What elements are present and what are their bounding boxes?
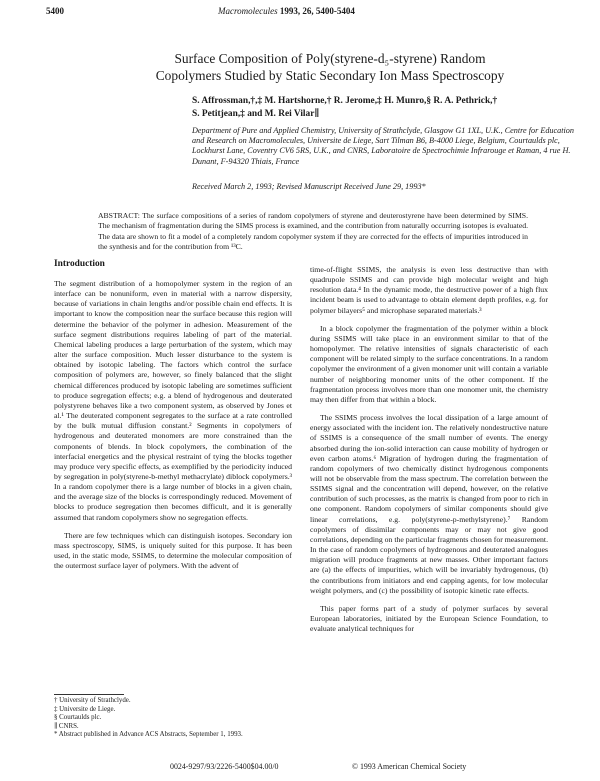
article-title xyxy=(120,50,540,84)
footnote: § Courtaulds plc. xyxy=(54,714,102,722)
paragraph: The SSIMS process involves the local dissipation of a large amount of energy associated with the incident ion. The relatively nondestructive nature of SSIMS is a consequence of the small number of events. The energy absorbed during the ion-solid interaction can cause mobility of hydrogen or even carbon atoms.⁶ Migration of hydrogen during the fragmentation of random copolymers of two chemically distinct hydrogenous components will not be observable from the mass spectrum. The correlation between the SSIMS signal and the concentration will depend, however, on the relative contribution of such processes, as the matrix is changed from poor to rich in one component. Random copolymers of similar components should give linear correlations, e.g. poly(styrene-p-methylstyrene).⁷ Random copolymers of dissimilar components may or may not give good correlations, depending on the particular fragments chosen for measurement. In the case of random copolymers of hydrogenous and deuterated analogues migration will produce fragments at new masses. Other important factors are (a) the effects of impurities, which will be invariably hydrogenous, (b) the contributions from initiators and end capping agents, for low molecular weight polymers, and (c) the possibility of isotopic kinetic rate effects. xyxy=(310,413,549,595)
journal-name: Macromolecules xyxy=(218,6,278,16)
affiliations: Department of Pure and Applied Chemistry, University of Strathclyde, Glasgow G1 1XL, U.K., Centre for Education and Research on Macromolecules, Universite de Liege, Sart Tilman B6, B-4000 Liege, Belgium, Courtaulds plc, Lockhurst Lane, Coventry CV6 5RS, U.K., and CNRS, Laboratoire de Spectrochimie Infrarouge et Raman, 4 rue H. Dunant, F-94320 Thiais, France xyxy=(192,126,574,166)
right-column xyxy=(310,265,548,634)
paragraph: In a block copolymer the fragmentation of the polymer within a block during SSIMS will take place in an environment similar to that of the homopolymer. The relative intensities of signals characteristic of each component will be related simply to the surface concentrations. In a random copolymer the environment of a given monomer unit will contain a variable number of neighboring monomer units of the other component. If the fragmentation process involves more than one monomer unit, the chemistry may then differ from that within a block. xyxy=(310,323,548,404)
footnote-divider xyxy=(54,694,124,695)
section-heading: Introduction xyxy=(54,259,105,269)
page-number: 5400 xyxy=(46,6,64,16)
copyright: © 1993 American Chemical Society xyxy=(352,762,467,771)
author-list xyxy=(192,95,572,121)
abstract-text: The surface compositions of a series of random copolymers of styrene and deuterostyrene have been determined by SIMS. The mechanism of fragmentation during the SIMS process is examined, and the contribution from naturally occurring isotopes is evaluated. The data are shown to fit a model of a completely random copolymer system if they are corrected for the effects of impurities introduced in the synthesis and for the contribution from ¹³C. xyxy=(98,211,528,251)
article-code: 0024-9297/93/2226-5400$04.00/0 xyxy=(170,762,279,771)
left-column xyxy=(54,279,292,571)
footnote: ‡ Universite de Liege. xyxy=(54,705,116,713)
citation-details: 1993, 26, 5400-5404 xyxy=(277,6,355,16)
journal-citation xyxy=(218,6,355,16)
running-header xyxy=(46,6,560,20)
footnotes xyxy=(54,697,292,740)
authors-line-1: S. Affrossman,†,‡ M. Hartshorne,† R. Jerome,‡ H. Munro,§ R. A. Pethrick,† xyxy=(192,96,498,106)
paragraph: The segment distribution of a homopolymer system in the region of an interface can be nonuniform, even in material with a narrow dispersity, because of variations in chain lengths and/or possible chain end effects. It is important to know the composition near the surface because this region will determine the behavior of the polymer in adhesion. Measurement of the surface segment distributions requires labeling of part of the material. Chemical labeling produces a large perturbation of the system, which may alter the surface composition. Much lesser disturbance to the system is obtained by isotopic labeling. The factors which control the surface composition of polymers are, however, so finely balanced that the slight chemical differences produced by isotopic labeling are sometimes sufficient to produce segregation effects; e.g. a blend of hydrogenous and deuterated polystyrene behaves like a two component system, as observed by Jones et al.¹ The deuterated component segregates to the surface at a rate controlled by the bulk mutual diffusion constant.² Segments in copolymers of hydrogenous and deuterated monomers are more constrained than the components of blends. In block copolymers, the combination of the interfacial energetics and the physical restraint of tying the blocks together may produce very specific effects, as exemplified by the periodicity induced by segregation in poly(styrene-b-methyl methacrylate) diblock copolymers.³ In a random copolymer there is a large number of blocks in a given chain, and the average size of the blocks is correspondingly reduced. Movement of blocks to produce segregation then becomes difficult, and it is generally assumed that random copolymers show no segregation effects. xyxy=(54,279,292,522)
paragraph: There are few techniques which can distinguish isotopes. Secondary ion mass spectroscopy, SIMS, is uniquely suited for this purpose. It has been used, in the static mode, SSIMS, to determine the molecular composition of the outermost surface layer of polymers. With the advent of xyxy=(54,530,292,571)
title-line-1: Surface Composition of Poly(styrene-d₅-styrene) Random xyxy=(174,51,486,66)
paragraph: time-of-flight SSIMS, the analysis is even less destructive than with quadrupole SSIMS and can provide high molecular weight and high resolution data.⁴ In the dynamic mode, the destructive power of a high flux incident beam is used to advantage to obtain element depth profiles, e.g. for polymer bilayers⁵ and microphase separated materials.³ xyxy=(310,265,548,315)
title-line-2: Copolymers Studied by Static Secondary Ion Mass Spectroscopy xyxy=(155,68,505,83)
footnote: * Abstract published in Advance ACS Abstracts, September 1, 1993. xyxy=(54,731,243,739)
received-dates: Received March 2, 1993; Revised Manuscript Received June 29, 1993* xyxy=(192,182,426,191)
abstract xyxy=(98,211,528,252)
footnote: † University of Strathclyde. xyxy=(54,697,131,704)
footnote: ∥ CNRS. xyxy=(54,722,79,730)
authors-line-2: S. Petitjean,‡ and M. Rei Vilar∥ xyxy=(192,109,320,119)
paragraph: This paper forms part of a study of polymer surfaces by several European laboratories, initiated by the European Science Foundation, to evaluate analytical techniques for xyxy=(310,603,548,634)
abstract-label: ABSTRACT: xyxy=(98,211,140,220)
